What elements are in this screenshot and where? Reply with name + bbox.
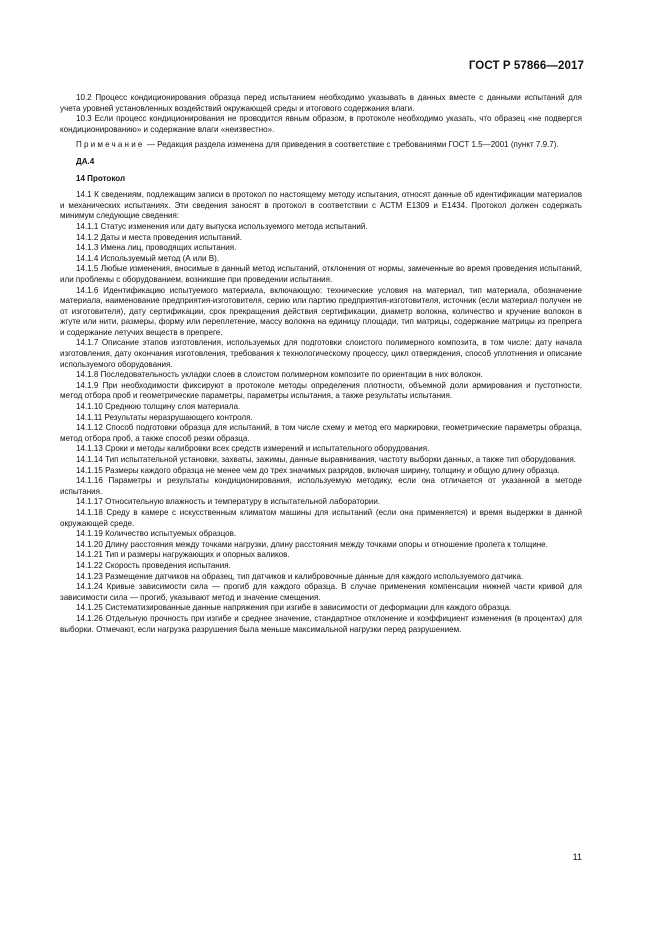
list-item: 14.1.26 Отдельную прочность при изгибе и среднее значение, стандартное отклонение и коэффициент изменения (в процентах) для выборки. Отмечают, если нагрузка разрушения была меньше максимальной нагрузки перед разрушением.: [60, 613, 582, 634]
list-item: 14.1.10 Среднюю толщину слоя материала.: [76, 402, 241, 412]
list-item: 14.1.5 Любые изменения, вносимые в данный метод испытаний, отклонения от нормы, замеченные во время проведения испытаний, или проблемы с оборудованием, возникшие при проведении испытания.: [60, 264, 582, 284]
paragraph-10-3: 10.3 Если процесс кондиционирования не проводится явным образом, в протоколе необходимо указать, что образец «не подвергся кондиционированию» и содержание влаги «неизвестно».: [60, 114, 582, 134]
list-item: 14.1.22 Скорость проведения испытания.: [76, 560, 231, 570]
list-item: 14.1.24 Кривые зависимости сила — прогиб для каждого образца. В случае применения компенсации нижней части кривой для зависимости сила — прогиб, указывают метод и значение смещения.: [60, 582, 582, 602]
list-item: 14.1.12 Способ подготовки образца для испытаний, в том числе схему и метод его маркировки, геометрические параметры образца, метод отбора проб, а также способ резки образца.: [60, 423, 582, 443]
note-text: — Редакция раздела изменена для приведения в соответствие с требованиями ГОСТ 1.5—2001 (пункт 7.9.7).: [144, 140, 559, 150]
list-item: 14.1.3 Имена лиц, проводящих испытания.: [76, 243, 237, 253]
section-title: 14 Протокол: [76, 173, 126, 183]
list-item: 14.1.18 Среду в камере с искусственным климатом машины для испытаний (если она применяется) и время выдержки в данной окружающей среде.: [60, 507, 582, 528]
list-item: 14.1.1 Статус изменения или дату выпуска используемого метода испытаний.: [76, 221, 368, 231]
list-item: 14.1.19 Количество испытуемых образцов.: [76, 529, 237, 539]
paragraph-10-2: 10.2 Процесс кондиционирования образца перед испытанием необходимо указывать в данных вместе с данными испытаний для учета уровней установленных воздействий окружающей среды и итогового содержания влаги.: [60, 93, 582, 113]
document-body: [60, 93, 582, 635]
list-item: 14.1.4 Используемый метод (А или В).: [76, 253, 220, 263]
list-item: 14.1.25 Систематизированные данные напряжения при изгибе в зависимости от деформации для каждого образца.: [76, 603, 512, 613]
note-label: Примечание: [76, 140, 145, 150]
list-item: 14.1.15 Размеры каждого образца не менее чем до трех значимых разрядов, включая ширину, толщину и общую длину образца.: [76, 465, 560, 475]
annex-section-title: ДА.4: [76, 156, 95, 166]
list-item: 14.1.7 Описание этапов изготовления, используемых для подготовки слоистого полимерного композита, в том числе: дату начала изготовления, дату окончания изготовления, требования к технологическому процессу, цикл отверждения, способ уплотнения и описание используемого оборудования.: [60, 338, 582, 369]
note-paragraph: [60, 140, 582, 151]
list-item: 14.1.17 Относительную влажность и температуру в испытательной лаборатории.: [76, 497, 381, 507]
list-item: 14.1.13 Сроки и методы калибровки всех средств измерений и испытательного оборудования.: [76, 444, 430, 454]
list-item: 14.1.2 Даты и места проведения испытаний.: [76, 232, 243, 242]
list-item: 14.1 К сведениям, подлежащим записи в протокол по настоящему методу испытания, относят данные об идентификации материалов и механических испытаниях. Эти сведения заносят в протокол в соответствии с АСТМ Е1309 и Е1434. Протокол должен содержать минимум следующие сведения:: [60, 190, 582, 221]
list-item: 14.1.14 Тип испытательной установки, захваты, зажимы, данные выравнивания, частоту выборки данных, а также тип оборудования.: [76, 455, 577, 464]
list-item: 14.1.16 Параметры и результаты кондиционирования, используемую методику, если она отличается от указанной в методе испытания.: [60, 476, 582, 496]
list-item: 14.1.11 Результаты неразрушающего контроля.: [76, 412, 253, 422]
document-header: ГОСТ Р 57866—2017: [468, 60, 584, 72]
list-item: 14.1.21 Тип и размеры нагружающих и опорных валиков.: [76, 550, 290, 560]
list-item: 14.1.8 Последовательность укладки слоев в слоистом полимерном композите по ориентации в них волокон.: [76, 370, 483, 380]
list-item: 14.1.20 Длину расстояния между точками нагрузки, длину расстояния между точками опоры и отношение пролета к толщине.: [76, 539, 548, 549]
list-item: 14.1.6 Идентификацию испытуемого материала, включающую: технические условия на материал, тип материала, обозначение материала, наименование предприятия-изготовителя, серию или партию предприятия-изготовителя, источник (если материал получен не от изготовителя), дату сертификации, срок прекращения действия сертификации, диаметр волокна, количество и кручение волокон в жгуте или нити, размеры, форму или переплетение, массу волокна на единицу площади, тип матрицы, содержание матрицы из препрега и содержание летучих веществ в препреге.: [60, 285, 582, 337]
list-item: 14.1.23 Размещение датчиков на образец, тип датчиков и калибровочные данные для каждого используемого датчика.: [76, 571, 524, 581]
list-item: 14.1.9 При необходимости фиксируют в протоколе методы определения плотности, объемной доли армирования и пустотности, метод отбора проб и геометрические параметры, параметры испытания, а также результаты испытания.: [60, 380, 582, 401]
page-number: 11: [572, 852, 582, 862]
